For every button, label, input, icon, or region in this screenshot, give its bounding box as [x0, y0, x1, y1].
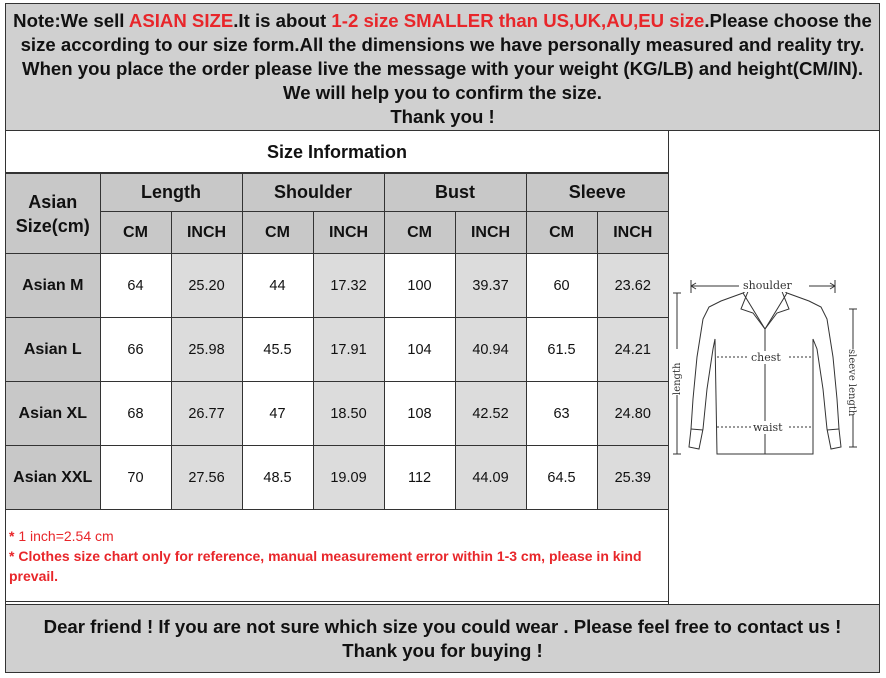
table-cell: 39.37 — [455, 254, 526, 318]
row-size-label: Asian XXL — [6, 446, 100, 510]
size-column-header — [6, 174, 100, 254]
unit-header: INCH — [313, 212, 384, 254]
measurement-diagram-panel — [668, 131, 879, 604]
note-prefix: Note:We sell — [13, 10, 129, 31]
unit-header: INCH — [455, 212, 526, 254]
table-cell: 47 — [242, 382, 313, 446]
table-cell: 24.21 — [597, 318, 668, 382]
conversion-note — [9, 526, 668, 546]
sizing-note — [6, 4, 879, 131]
waist-label: waist — [753, 421, 783, 434]
table-cell: 104 — [384, 318, 455, 382]
unit-header: INCH — [597, 212, 668, 254]
table-cell: 23.62 — [597, 254, 668, 318]
table-cell: 17.91 — [313, 318, 384, 382]
unit-header: CM — [526, 212, 597, 254]
table-cell: 17.32 — [313, 254, 384, 318]
row-size-label: Asian M — [6, 254, 100, 318]
footer-thanks: Thank you for buying ! — [342, 640, 543, 661]
table-cell: 25.39 — [597, 446, 668, 510]
shirt-measurement-diagram — [672, 279, 863, 459]
footer-banner — [6, 604, 879, 672]
table-cell: 18.50 — [313, 382, 384, 446]
table-cell: 40.94 — [455, 318, 526, 382]
size-table — [6, 173, 668, 510]
table-title: Size Information — [6, 131, 668, 173]
table-cell: 108 — [384, 382, 455, 446]
note-asian-size: ASIAN SIZE — [128, 10, 234, 31]
note-thanks: Thank you ! — [390, 106, 495, 127]
table-cell: 100 — [384, 254, 455, 318]
table-row — [6, 254, 668, 318]
sleeve-label: sleeve length — [846, 349, 857, 417]
size-table-panel — [6, 131, 668, 602]
table-cell: 24.80 — [597, 382, 668, 446]
disclaimer-note: * Clothes size chart only for reference, manual measurement error within 1-3 cm, please in kind prevail. — [9, 548, 642, 584]
table-cell: 48.5 — [242, 446, 313, 510]
table-cell: 68 — [100, 382, 171, 446]
table-cell: 112 — [384, 446, 455, 510]
size-chart — [5, 3, 880, 673]
table-cell: 44.09 — [455, 446, 526, 510]
conversion-note-star: * — [9, 528, 19, 544]
length-label: length — [672, 362, 683, 395]
chest-label: chest — [751, 351, 781, 364]
unit-header: CM — [384, 212, 455, 254]
table-cell: 45.5 — [242, 318, 313, 382]
table-cell: 44 — [242, 254, 313, 318]
table-cell: 64.5 — [526, 446, 597, 510]
table-cell: 25.20 — [171, 254, 242, 318]
measurement-notes — [6, 510, 668, 602]
row-size-label: Asian XL — [6, 382, 100, 446]
table-cell: 70 — [100, 446, 171, 510]
header-shoulder: Shoulder — [242, 174, 384, 212]
table-row — [6, 318, 668, 382]
table-cell: 27.56 — [171, 446, 242, 510]
table-cell: 60 — [526, 254, 597, 318]
table-cell: 26.77 — [171, 382, 242, 446]
header-length: Length — [100, 174, 242, 212]
shoulder-label: shoulder — [743, 279, 792, 292]
row-size-label: Asian L — [6, 318, 100, 382]
note-smaller-warning: 1-2 size SMALLER than US,UK,AU,EU size — [331, 10, 705, 31]
header-bust: Bust — [384, 174, 526, 212]
table-cell: 64 — [100, 254, 171, 318]
table-row — [6, 446, 668, 510]
note-middle: .It is about — [233, 10, 332, 31]
conversion-note-text: 1 inch=2.54 cm — [18, 528, 114, 544]
note-instructions: .Please choose the size according to our size form.All the dimensions we have personally measured and reality try. When you place the order please live the message with your weight (KG/LB) and height(CM/IN). We will help you to confirm the size. — [20, 10, 872, 103]
size-column-header-text: Asian Size(cm) — [15, 191, 90, 236]
unit-header: CM — [242, 212, 313, 254]
table-cell: 66 — [100, 318, 171, 382]
header-sleeve: Sleeve — [526, 174, 668, 212]
table-cell: 42.52 — [455, 382, 526, 446]
unit-header: INCH — [171, 212, 242, 254]
table-cell: 19.09 — [313, 446, 384, 510]
table-row — [6, 382, 668, 446]
unit-header: CM — [100, 212, 171, 254]
table-cell: 63 — [526, 382, 597, 446]
footer-contact-message: Dear friend ! If you are not sure which size you could wear . Please feel free to contact us ! — [43, 616, 842, 637]
table-cell: 61.5 — [526, 318, 597, 382]
table-cell: 25.98 — [171, 318, 242, 382]
